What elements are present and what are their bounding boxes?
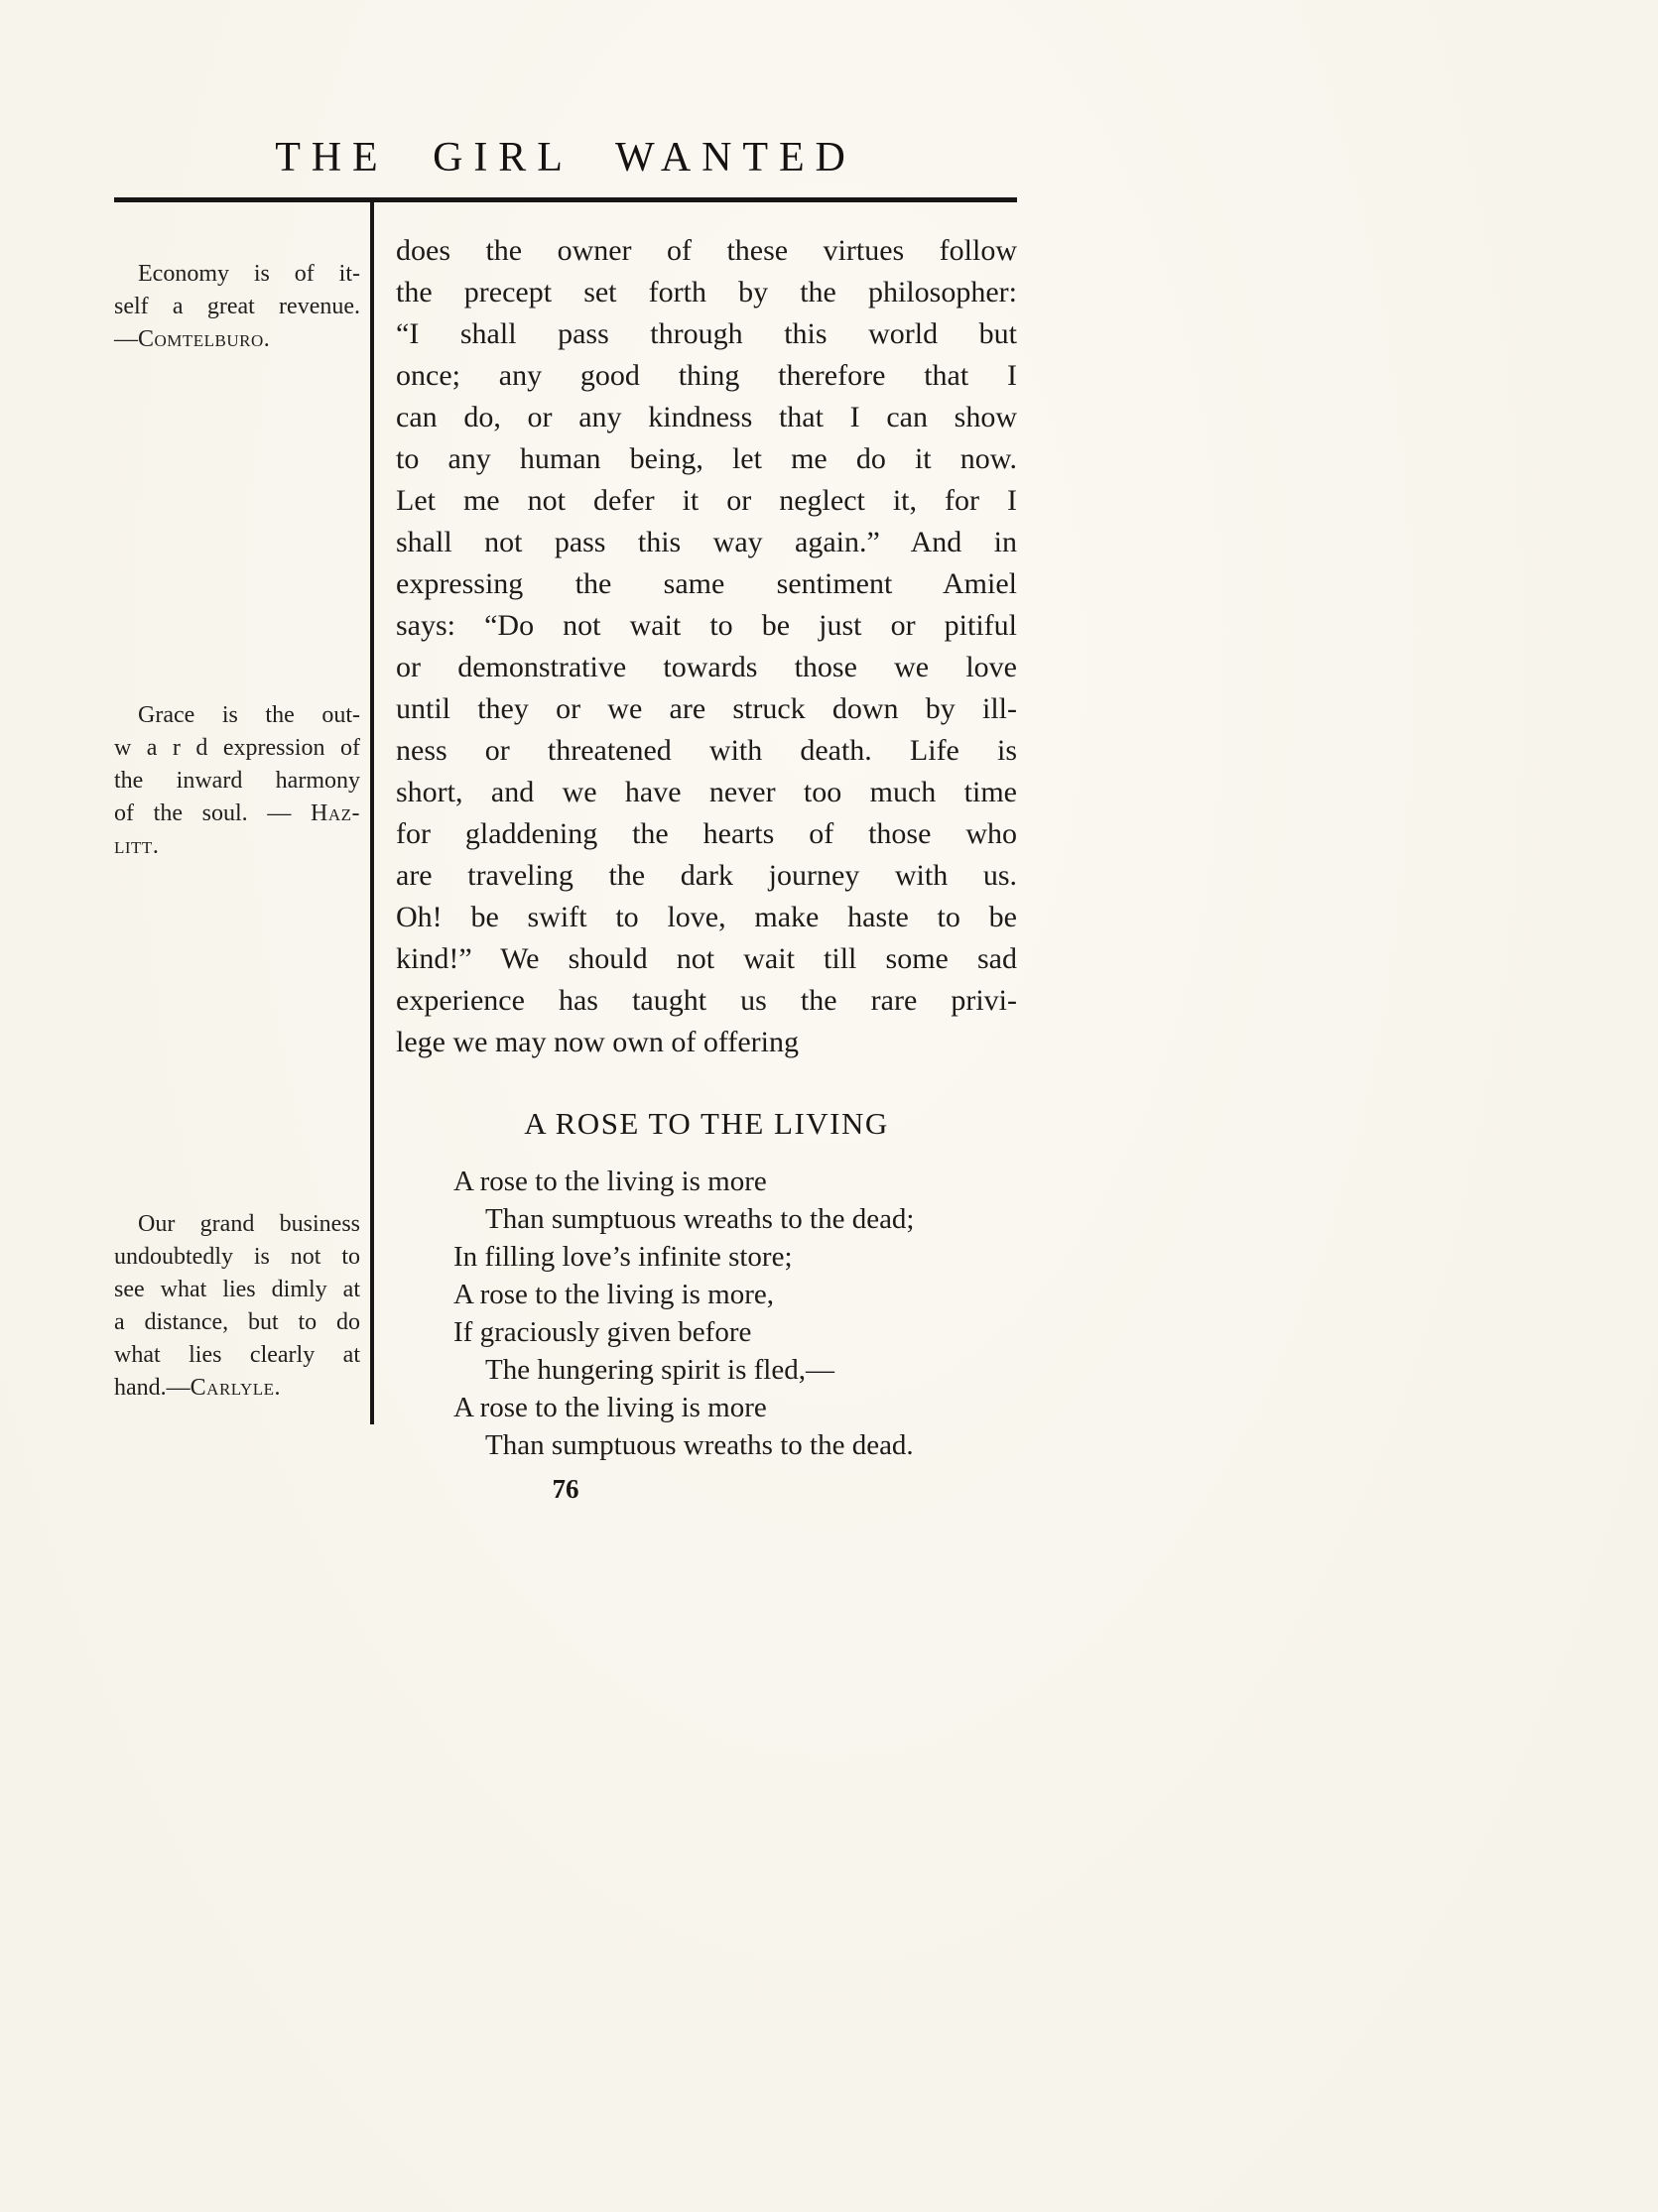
margin-note-text: of the soul. — bbox=[114, 800, 311, 826]
margin-note-attribution bbox=[114, 323, 360, 356]
body-line: says: “Do not wait to be just or pitiful bbox=[396, 609, 1017, 642]
body-line: to any human being, let me do it now. bbox=[396, 442, 1017, 475]
margin-note-line: undoubtedly is not to bbox=[114, 1244, 360, 1270]
poem-line: In filling love’s infinite store; bbox=[453, 1241, 793, 1273]
two-column-layout bbox=[114, 202, 1017, 1464]
body-line: “I shall pass through this world but bbox=[396, 317, 1017, 350]
poem-line: The hungering spirit is fled,— bbox=[485, 1354, 834, 1386]
body-line: kind!” We should not wait till some sad bbox=[396, 942, 1017, 975]
attribution-author: litt. bbox=[114, 833, 160, 859]
main-text-column bbox=[374, 202, 1017, 1464]
attribution-author: Carlyle. bbox=[190, 1375, 282, 1401]
body-line: shall not pass this way again.” And in bbox=[396, 526, 1017, 558]
margin-note-line: the inward harmony bbox=[114, 768, 360, 794]
body-line: for gladdening the hearts of those who bbox=[396, 817, 1017, 850]
body-line: once; any good thing therefore that I bbox=[396, 359, 1017, 392]
poem-line: A rose to the living is more bbox=[453, 1392, 767, 1423]
body-line: ness or threatened with death. Life is bbox=[396, 734, 1017, 767]
poem-line: A rose to the living is more, bbox=[453, 1279, 774, 1310]
body-line: experience has taught us the rare privi- bbox=[396, 984, 1017, 1017]
margin-note-line: self a great revenue. bbox=[114, 294, 360, 319]
margin-note-line: Grace is the out- bbox=[138, 702, 360, 728]
poem-line: If graciously given before bbox=[453, 1316, 752, 1348]
body-line: does the owner of these virtues follow bbox=[396, 234, 1017, 267]
body-line: the precept set forth by the philosopher: bbox=[396, 276, 1017, 308]
poem-line: Than sumptuous wreaths to the dead. bbox=[485, 1429, 914, 1461]
poem-title: A ROSE TO THE LIVING bbox=[524, 1106, 889, 1141]
body-paragraph bbox=[396, 230, 1017, 1063]
page-number: 76 bbox=[552, 1474, 579, 1504]
page-content bbox=[114, 0, 1017, 1505]
poem-line: A rose to the living is more bbox=[453, 1166, 767, 1197]
body-line: can do, or any kindness that I can show bbox=[396, 401, 1017, 433]
body-line: expressing the same sentiment Amiel bbox=[396, 567, 1017, 600]
body-line: until they or we are struck down by ill- bbox=[396, 692, 1017, 725]
margin-note-line: a distance, but to do bbox=[114, 1309, 360, 1335]
margin-note-text: hand.— bbox=[114, 1375, 191, 1401]
body-line: lege we may now own of offering bbox=[396, 1026, 799, 1058]
margin-note-line bbox=[114, 830, 360, 863]
margin-quotes-column bbox=[114, 202, 370, 1405]
body-line: Oh! be swift to love, make haste to be bbox=[396, 901, 1017, 933]
margin-note-line: what lies clearly at bbox=[114, 1342, 360, 1368]
margin-note-line bbox=[114, 798, 360, 830]
margin-note-line: Economy is of it- bbox=[138, 261, 360, 287]
poem-line: Than sumptuous wreaths to the dead; bbox=[485, 1203, 915, 1235]
body-line: or demonstrative towards those we love bbox=[396, 651, 1017, 683]
margin-note-line: Our grand business bbox=[138, 1211, 360, 1237]
body-line: are traveling the dark journey with us. bbox=[396, 859, 1017, 892]
body-line: Let me not defer it or neglect it, for I bbox=[396, 484, 1017, 517]
poem-block bbox=[453, 1163, 1017, 1464]
margin-note-line: see what lies dimly at bbox=[114, 1277, 360, 1302]
margin-note-business bbox=[114, 1208, 360, 1405]
body-line: short, and we have never too much time bbox=[396, 776, 1017, 808]
margin-note-line: w a r d expression of bbox=[114, 735, 360, 761]
attribution-author: Comtelburo. bbox=[138, 326, 271, 352]
margin-note-grace bbox=[114, 699, 360, 863]
margin-note-attribution bbox=[114, 1372, 360, 1405]
attribution-author: Haz- bbox=[311, 800, 360, 826]
margin-note-economy bbox=[114, 258, 360, 356]
attribution-dash: — bbox=[114, 326, 138, 352]
page-header-title: THE GIRL WANTED bbox=[275, 135, 856, 181]
